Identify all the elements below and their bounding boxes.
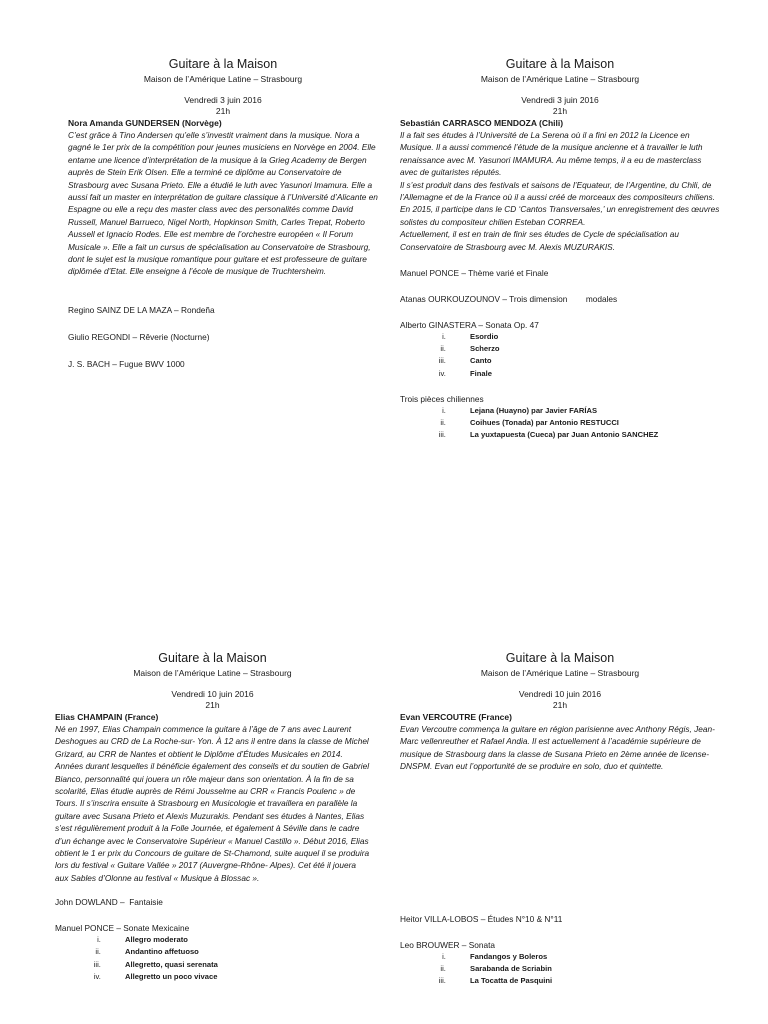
program-work: Manuel PONCE – Thème varié et Finale [400,268,549,279]
concert-time: 21h [215,106,231,116]
movement: i. Allegro moderato [103,934,370,946]
concert-panel-3 [55,650,370,983]
movement: i. Lejana (Huayno) par Javier FARÍAS [448,405,720,417]
movement: iii. Allegretto, quasi serenata [103,959,370,971]
performer-bio [400,723,720,773]
concert-date: Vendredi 3 juin 2016 [184,95,262,105]
performer-name: Elias CHAMPAIN (France) [55,712,159,722]
program [55,896,370,983]
movement: iv. Allegretto un poco vivace [103,971,370,983]
bio-paragraph: Actuellement, il est en train de finir ses études de Cycle de spécialisation au Conservatoire de Strasbourg avec M. Alexis MUZURAKIS. [400,229,680,252]
program-work: Heitor VILLA-LOBOS – Études N°10 & N°11 [400,913,563,924]
concert-date: Vendredi 10 juin 2016 [171,689,254,699]
concert-title: Guitare à la Maison [505,57,615,71]
movement: iii. La yuxtapuesta (Cueca) par Juan Antonio SANCHEZ [448,429,720,441]
venue: Maison de l’Amérique Latine – Strasbourg [133,668,292,678]
program-work: Alberto GINASTERA – Sonata Op. 47 [400,320,539,331]
venue: Maison de l’Amérique Latine – Strasbourg [480,74,640,84]
movement: iii. Canto [448,355,720,367]
venue: Maison de l’Amérique Latine – Strasbourg [480,668,640,678]
program [400,267,720,441]
program-work: Regino SAINZ DE LA MAZA – Rondeña [68,304,215,315]
movement: iv. Finale [448,368,720,380]
program-work: Atanas OURKOUZOUNOV – Trois dimension modales [400,294,618,305]
performer-bio [55,723,370,884]
movement: ii. Sarabanda de Scriabin [448,963,720,975]
concert-date: Vendredi 3 juin 2016 [521,95,599,105]
program-work: J. S. BACH – Fugue BWV 1000 [68,358,185,369]
concert-panel-2 [400,56,720,441]
movement: ii. Andantino affetuoso [103,946,370,958]
concert-panel-1 [68,56,378,370]
movement: ii. Scherzo [448,343,720,355]
program-work: Manuel PONCE – Sonate Mexicaine [55,923,190,934]
program [400,913,720,988]
concert-title: Guitare à la Maison [168,57,278,71]
program-work: Trois pièces chiliennes [400,393,484,404]
concert-panel-4 [400,650,720,987]
performer-name: Nora Amanda GUNDERSEN (Norvège) [68,118,222,128]
performer-bio [400,129,720,253]
concert-title: Guitare à la Maison [505,651,615,665]
concert-time: 21h [552,700,568,710]
movement-list [400,951,720,988]
performer-name: Sebastián CARRASCO MENDOZA (Chili) [400,118,564,128]
concert-date: Vendredi 10 juin 2016 [518,689,602,699]
program-work: John DOWLAND – Fantaisie [55,897,163,908]
movement: ii. Coihues (Tonada) par Antonio RESTUCCI [448,417,720,429]
program-work: Leo BROUWER – Sonata [400,939,495,950]
movement: i. Fandangos y Boleros [448,951,720,963]
bio-paragraph: C’est grâce à Tino Andersen qu’elle s’investit vraiment dans la musique. Nora a gagné le 1er prix de la compétition pour jeunes musiciens en Norvège en 2004. Elle entame une licence d’interprétation de la musique à la Grieg Academy de Bergen auprès de Stein Erik Olsen. Elle a terminé ce diplôme au Conservatoire de Strasbourg avec Susana Prieto. Elle a étudié le luth avec Yasunori Imamura. Elle a aussi fait un master en interprétation de guitare classique à l’Université d’Alicante en Espagne ou elle a reçu des master class avec des personalités comme David Russell, Manuel Barrueco, Nigel North, Hopkinson Smith, Carles Trepat, Roberto Aussell et Ignacio Rodes. Elle est membre de l’orchestre européen « Il Forum Musicale ». Elle a fait un cursus de spécialisation au Conservatoire de Strasbourg, dont le sujet est la musique romantique pour guitare et est professeure de guitare diplômée d’Etat. Elle enseigne à l’école de musique de Truchtersheim. [68,130,378,277]
bio-paragraph: Evan Vercoutre commença la guitare en région parisienne avec Anthony Régis, Jean-Marc vellenreuther et Rafael Andia. Il est actuellement à l’académie supérieure de musique de Strasbourg dans la classe de Susana Prieto en 2ème année de license-DNSPM. Evan eut l’opportunité de se produire en solo, duo et quintette. [400,724,715,772]
movement-list [55,934,370,983]
concert-title: Guitare à la Maison [158,651,267,665]
bio-paragraph: Il s’est produit dans des festivals et saisons de l’Equateur, de l’Argentine, du Chili, de l’Allemagne et de la France où il a aussi créé de morceaux des compositeurs chiliens. En 2015, il participe dans le CD ‘Cantos Transversales,’ un enregistrement des œuvres solistes du compositeur chilien Esteban CORREA. [400,179,720,227]
movement-list [400,405,720,442]
movement: i. Esordio [448,331,720,343]
venue: Maison de l’Amérique Latine – Strasbourg [143,74,303,84]
concert-time: 21h [552,106,568,116]
movement: iii. La Tocatta de Pasquini [448,975,720,987]
movement-list [400,331,720,380]
bio-paragraph: Il a fait ses études à l’Université de La Serena où il a fini en 2012 la Licence en Musique. Il a aussi commencé l’étude de la musique ancienne et à travailler le luth renaissance avec M. Yasunori IMAMURA. Au même temps, il a eu de masterclass avec de guitaristes réputés. [400,130,703,178]
performer-bio [68,129,378,278]
program-work: Giulio REGONDI – Rêverie (Nocturne) [68,331,210,342]
program [68,304,378,370]
performer-name: Evan VERCOUTRE (France) [400,712,512,722]
concert-time: 21h [205,700,220,710]
bio-paragraph: Né en 1997, Elias Champain commence la guitare à l’âge de 7 ans avec Laurent Deshogues au CRD de La Roche-sur- Yon. À 12 ans il entre dans la classe de Michel Grizard, au CRR de Nantes et obtient le Diplôme d’Études Musicales en 2014. Années durant lesquelles il bénéficie également des conseils et du soutien de Gabriel Bianco, personnalité qui jouera un rôle majeur dans son orientation. À la fin de sa scolarité, Elias étudie auprès de Rémi Jousselme au CRR « Francis Poulenc » de Tours. Il s’inscrira ensuite à Strasbourg en Musicologie et travaillera en parallèle la guitare avec Susana Prieto et Alexis Muzurakis. Pendant ses études à Nantes, Elias s’est régulièrement produit à la Folle Journée, et également à Séville dans le cadre d’un échange avec le Conservatoire Supérieur « Manuel Castillo ». Début 2016, Elias obtient le 1 er prix du Concours de guitare de St-Chamond, suite auquel il se produira lors du festival « Guitare Vallée » 2017 (Auvergne-Rhône- Alpes). Cet été il jouera aux Sables d’Olonne au festival « Musique à Blossac ». [55,724,370,883]
